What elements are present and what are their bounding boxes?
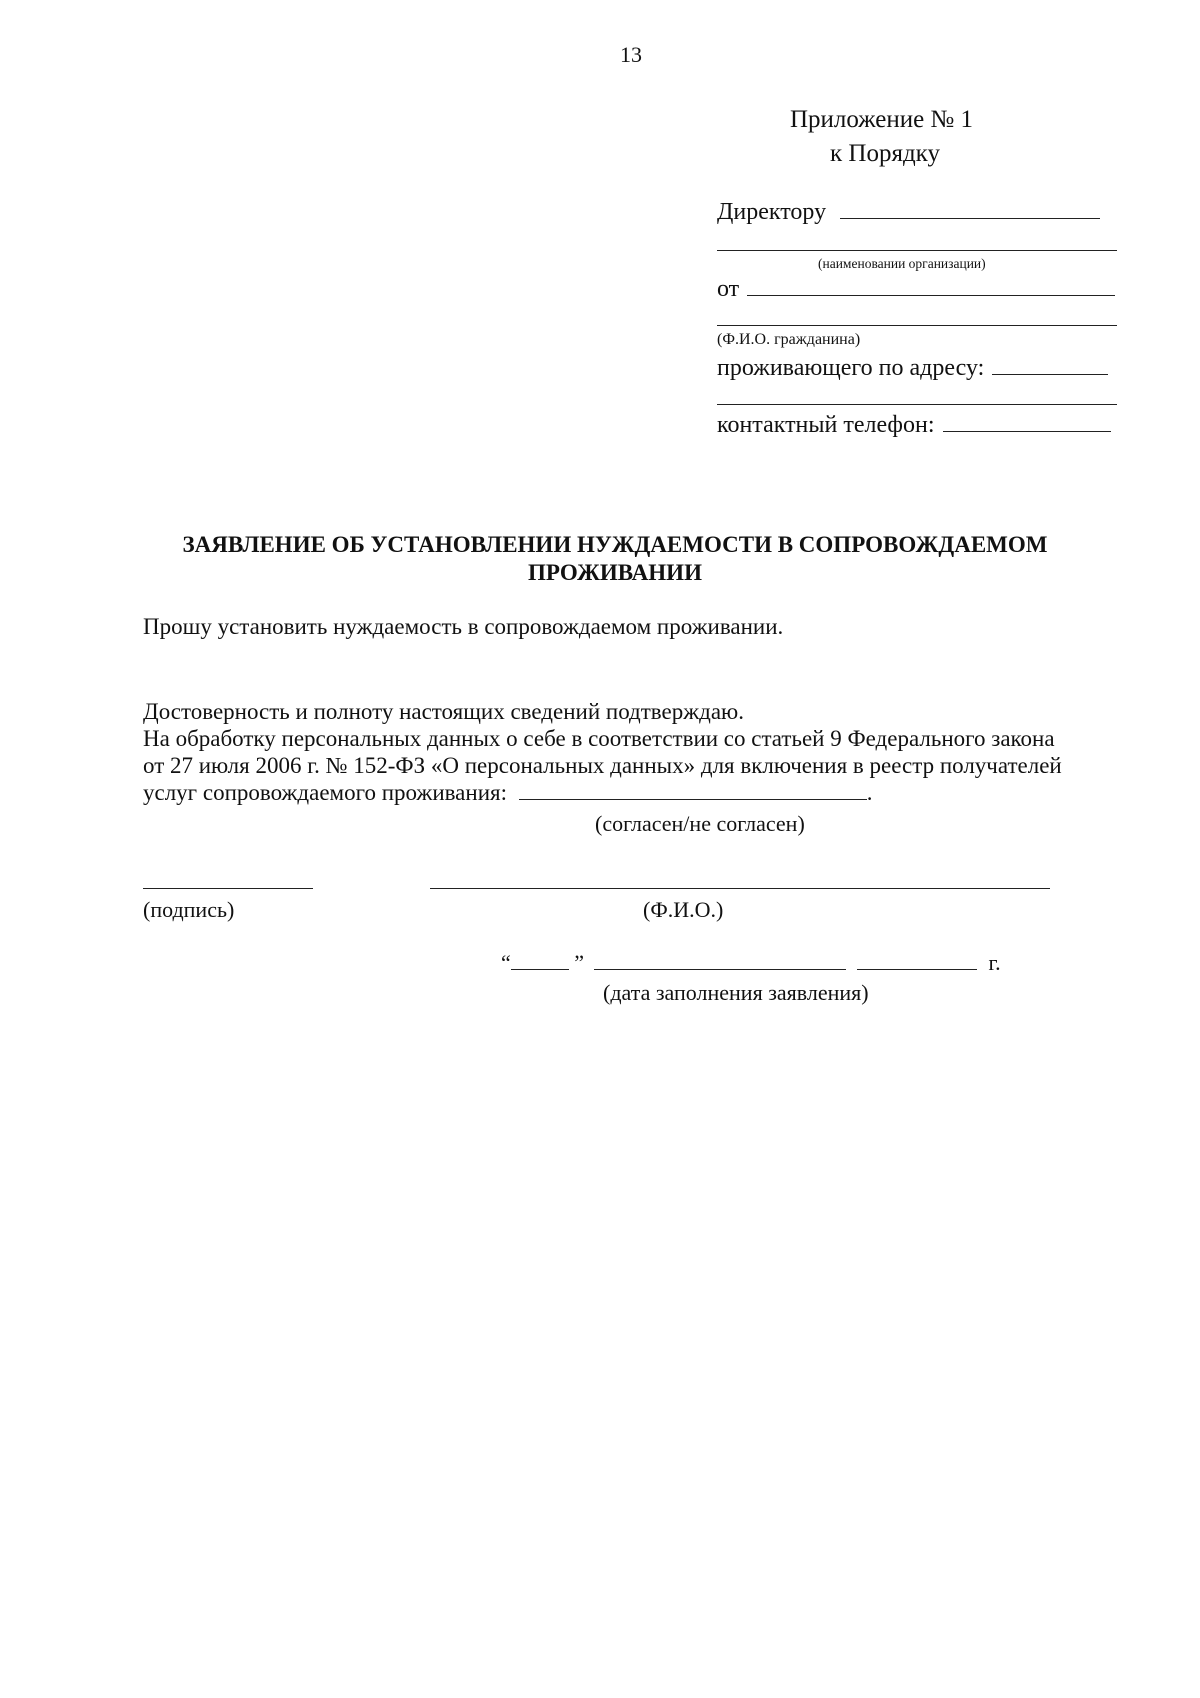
date-open-quote: “	[501, 950, 511, 975]
signature-caption: (подпись)	[143, 897, 235, 922]
org-name-line	[717, 250, 1117, 251]
consent-caption: (согласен/не согласен)	[595, 811, 805, 836]
director-blank	[840, 217, 1100, 219]
year-blank	[857, 968, 977, 970]
citizen-fio-line	[717, 325, 1117, 326]
address-line-2	[717, 404, 1117, 405]
phone-blank	[943, 430, 1111, 432]
consent-blank	[519, 798, 867, 800]
address-field	[717, 355, 1108, 382]
page-number: 13	[620, 42, 642, 67]
confirm-text: Достоверность и полноту настоящих сведений подтверждаю.	[143, 699, 744, 724]
year-suffix: г.	[988, 950, 1001, 975]
consent-text-line1: На обработку персональных данных о себе в соответствии со статьей 9 Федерального закона	[143, 726, 1055, 751]
consent-text-line2: от 27 июля 2006 г. № 152-ФЗ «О персональных данных» для включения в реестр получателей	[143, 753, 1062, 778]
document-title-line1: ЗАЯВЛЕНИЕ ОБ УСТАНОВЛЕНИИ НУЖДАЕМОСТИ В СОПРОВОЖДАЕМОМ	[182, 532, 1048, 557]
month-blank	[594, 968, 846, 970]
day-blank	[511, 968, 569, 970]
signature-line	[143, 888, 313, 889]
address-label: проживающего по адресу:	[717, 355, 985, 381]
signer-fio-line	[430, 888, 1050, 889]
date-field	[501, 950, 1001, 976]
request-text: Прошу установить нуждаемость в сопровождаемом проживании.	[143, 614, 784, 639]
signer-fio-caption: (Ф.И.О.)	[643, 897, 724, 922]
from-label: от	[717, 276, 740, 302]
phone-field	[717, 412, 1111, 439]
director-label: Директору	[717, 199, 827, 225]
date-close-quote: ”	[574, 950, 585, 975]
from-blank	[747, 294, 1115, 296]
appendix-title: Приложение № 1	[790, 106, 974, 133]
citizen-fio-caption: (Ф.И.О. гражданина)	[717, 331, 861, 348]
director-field	[717, 199, 1100, 226]
address-blank	[992, 373, 1108, 375]
document-title-line2: ПРОЖИВАНИИ	[528, 560, 702, 585]
date-caption: (дата заполнения заявления)	[603, 980, 869, 1005]
from-field	[717, 276, 1115, 303]
appendix-subtitle: к Порядку	[830, 140, 940, 167]
consent-field	[143, 780, 872, 806]
consent-text-line3: услуг сопровождаемого проживания:	[143, 780, 507, 805]
consent-end: .	[866, 780, 873, 805]
org-caption: (наименовании организации)	[818, 256, 986, 271]
phone-label: контактный телефон:	[717, 412, 935, 438]
